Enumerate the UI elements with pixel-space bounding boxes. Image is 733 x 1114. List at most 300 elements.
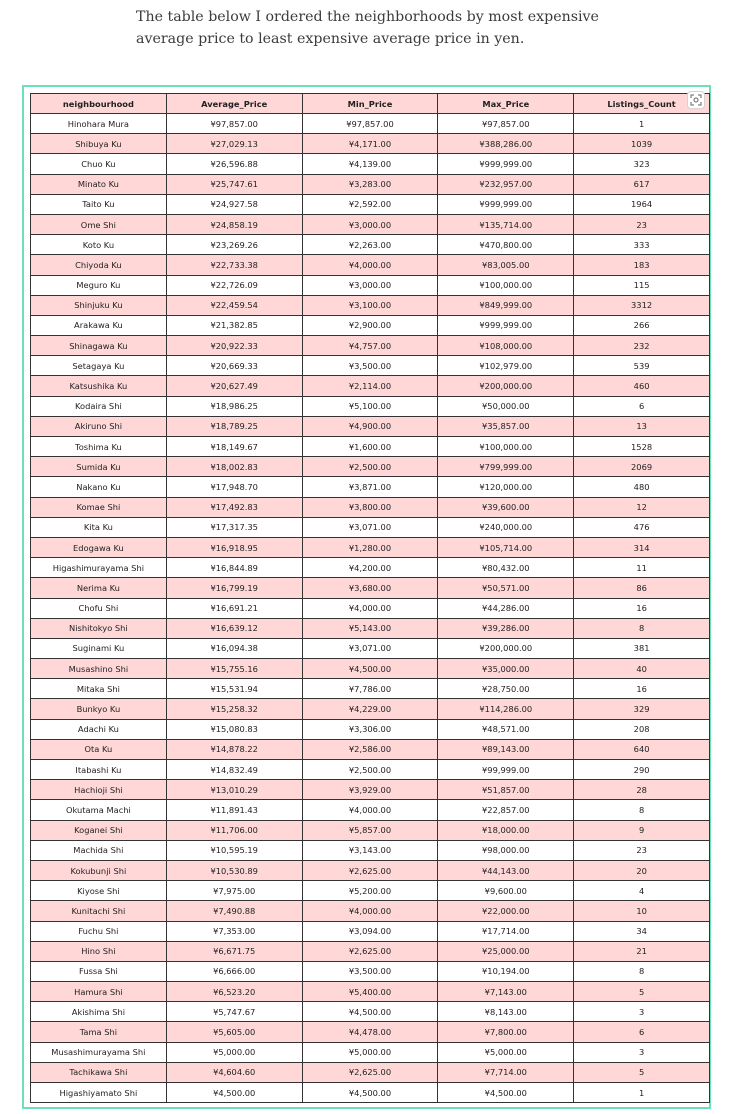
cell-max-price: ¥18,000.00 <box>438 820 574 840</box>
cell-neighbourhood: Ome Shi <box>31 214 167 234</box>
intro-paragraph: The table below I ordered the neighborhoods by most expensive average price to least expensive average price in yen. <box>136 9 599 47</box>
cell-max-price: ¥102,979.00 <box>438 356 574 376</box>
cell-listings-count: 20 <box>574 860 710 880</box>
cell-neighbourhood: Edogawa Ku <box>31 537 167 557</box>
cell-min-price: ¥5,100.00 <box>302 396 438 416</box>
cell-average-price: ¥16,799.19 <box>166 578 302 598</box>
table-row <box>31 1022 710 1042</box>
cell-neighbourhood: Mitaka Shi <box>31 679 167 699</box>
cell-neighbourhood: Fuchu Shi <box>31 921 167 941</box>
cell-listings-count: 4 <box>574 881 710 901</box>
cell-max-price: ¥100,000.00 <box>438 275 574 295</box>
cell-average-price: ¥10,530.89 <box>166 860 302 880</box>
cell-listings-count: 2069 <box>574 457 710 477</box>
cell-neighbourhood: Hachioji Shi <box>31 780 167 800</box>
cell-neighbourhood: Chuo Ku <box>31 154 167 174</box>
cell-average-price: ¥4,500.00 <box>166 1083 302 1103</box>
table-row <box>31 941 710 961</box>
cell-neighbourhood: Shinjuku Ku <box>31 295 167 315</box>
cell-average-price: ¥16,639.12 <box>166 618 302 638</box>
cell-neighbourhood: Kunitachi Shi <box>31 901 167 921</box>
cell-neighbourhood: Minato Ku <box>31 174 167 194</box>
cell-average-price: ¥11,706.00 <box>166 820 302 840</box>
table-row <box>31 618 710 638</box>
cell-listings-count: 266 <box>574 315 710 335</box>
table-row <box>31 336 710 356</box>
cell-average-price: ¥17,948.70 <box>166 477 302 497</box>
cell-max-price: ¥35,000.00 <box>438 659 574 679</box>
cell-listings-count: 329 <box>574 699 710 719</box>
cell-listings-count: 3312 <box>574 295 710 315</box>
cell-listings-count: 3 <box>574 1002 710 1022</box>
cell-min-price: ¥3,871.00 <box>302 477 438 497</box>
cell-min-price: ¥97,857.00 <box>302 114 438 134</box>
cell-listings-count: 232 <box>574 336 710 356</box>
table-row <box>31 558 710 578</box>
cell-average-price: ¥11,891.43 <box>166 800 302 820</box>
cell-average-price: ¥5,747.67 <box>166 1002 302 1022</box>
cell-max-price: ¥232,957.00 <box>438 174 574 194</box>
cell-listings-count: 476 <box>574 517 710 537</box>
cell-listings-count: 1964 <box>574 194 710 214</box>
cell-average-price: ¥6,523.20 <box>166 982 302 1002</box>
cell-min-price: ¥4,500.00 <box>302 1002 438 1022</box>
cell-min-price: ¥1,280.00 <box>302 537 438 557</box>
cell-neighbourhood: Okutama Machi <box>31 800 167 820</box>
cell-neighbourhood: Setagaya Ku <box>31 356 167 376</box>
cell-listings-count: 617 <box>574 174 710 194</box>
cell-listings-count: 314 <box>574 537 710 557</box>
table-row <box>31 982 710 1002</box>
cell-min-price: ¥4,500.00 <box>302 659 438 679</box>
cell-average-price: ¥7,975.00 <box>166 881 302 901</box>
table-row <box>31 255 710 275</box>
cell-min-price: ¥4,200.00 <box>302 558 438 578</box>
table-row <box>31 437 710 457</box>
cell-average-price: ¥23,269.26 <box>166 235 302 255</box>
cell-neighbourhood: Hino Shi <box>31 941 167 961</box>
cell-neighbourhood: Itabashi Ku <box>31 760 167 780</box>
cell-min-price: ¥3,094.00 <box>302 921 438 941</box>
table-row <box>31 800 710 820</box>
cell-average-price: ¥97,857.00 <box>166 114 302 134</box>
cell-neighbourhood: Nishitokyo Shi <box>31 618 167 638</box>
cell-average-price: ¥5,000.00 <box>166 1042 302 1062</box>
cell-min-price: ¥3,500.00 <box>302 356 438 376</box>
cell-listings-count: 8 <box>574 618 710 638</box>
cell-neighbourhood: Chiyoda Ku <box>31 255 167 275</box>
cell-max-price: ¥4,500.00 <box>438 1083 574 1103</box>
cell-neighbourhood: Akiruno Shi <box>31 416 167 436</box>
table-row <box>31 457 710 477</box>
cell-max-price: ¥10,194.00 <box>438 961 574 981</box>
column-header-neighbourhood: neighbourhood <box>31 94 167 114</box>
table-row <box>31 497 710 517</box>
cell-average-price: ¥21,382.85 <box>166 315 302 335</box>
cell-listings-count: 86 <box>574 578 710 598</box>
cell-listings-count: 6 <box>574 1022 710 1042</box>
cell-neighbourhood: Sumida Ku <box>31 457 167 477</box>
table-row <box>31 517 710 537</box>
cell-min-price: ¥3,306.00 <box>302 719 438 739</box>
cell-max-price: ¥50,000.00 <box>438 396 574 416</box>
column-header-average-price: Average_Price <box>166 94 302 114</box>
cell-neighbourhood: Musashimurayama Shi <box>31 1042 167 1062</box>
cell-max-price: ¥200,000.00 <box>438 638 574 658</box>
cell-neighbourhood: Akishima Shi <box>31 1002 167 1022</box>
cell-listings-count: 6 <box>574 396 710 416</box>
table-row <box>31 477 710 497</box>
cell-max-price: ¥7,714.00 <box>438 1062 574 1082</box>
cell-min-price: ¥4,500.00 <box>302 1083 438 1103</box>
cell-neighbourhood: Nerima Ku <box>31 578 167 598</box>
table-row <box>31 295 710 315</box>
cell-average-price: ¥18,789.25 <box>166 416 302 436</box>
table-row <box>31 275 710 295</box>
cell-max-price: ¥44,286.00 <box>438 598 574 618</box>
table-row <box>31 780 710 800</box>
table-row <box>31 376 710 396</box>
cell-min-price: ¥4,139.00 <box>302 154 438 174</box>
cell-neighbourhood: Meguro Ku <box>31 275 167 295</box>
cell-max-price: ¥48,571.00 <box>438 719 574 739</box>
cell-average-price: ¥15,755.16 <box>166 659 302 679</box>
cell-average-price: ¥20,922.33 <box>166 336 302 356</box>
cell-max-price: ¥105,714.00 <box>438 537 574 557</box>
cell-neighbourhood: Toshima Ku <box>31 437 167 457</box>
cell-average-price: ¥22,733.38 <box>166 255 302 275</box>
cell-max-price: ¥83,005.00 <box>438 255 574 275</box>
cell-average-price: ¥7,353.00 <box>166 921 302 941</box>
cell-min-price: ¥2,900.00 <box>302 315 438 335</box>
table-row <box>31 356 710 376</box>
table-row <box>31 1002 710 1022</box>
cell-max-price: ¥39,286.00 <box>438 618 574 638</box>
cell-neighbourhood: Kodaira Shi <box>31 396 167 416</box>
cell-listings-count: 460 <box>574 376 710 396</box>
table-row <box>31 235 710 255</box>
cell-listings-count: 8 <box>574 800 710 820</box>
cell-neighbourhood: Chofu Shi <box>31 598 167 618</box>
cell-neighbourhood: Arakawa Ku <box>31 315 167 335</box>
table-row <box>31 114 710 134</box>
table-row <box>31 659 710 679</box>
cell-average-price: ¥15,258.32 <box>166 699 302 719</box>
cell-max-price: ¥240,000.00 <box>438 517 574 537</box>
table-row <box>31 396 710 416</box>
cell-max-price: ¥44,143.00 <box>438 860 574 880</box>
cell-listings-count: 381 <box>574 638 710 658</box>
cell-average-price: ¥20,627.49 <box>166 376 302 396</box>
cell-neighbourhood: Musashino Shi <box>31 659 167 679</box>
cell-listings-count: 1 <box>574 114 710 134</box>
cell-neighbourhood: Shinagawa Ku <box>31 336 167 356</box>
cell-listings-count: 640 <box>574 739 710 759</box>
cell-min-price: ¥4,000.00 <box>302 901 438 921</box>
cell-listings-count: 40 <box>574 659 710 679</box>
table-row <box>31 1042 710 1062</box>
cell-listings-count: 1528 <box>574 437 710 457</box>
table-row <box>31 679 710 699</box>
cell-listings-count: 183 <box>574 255 710 275</box>
cell-listings-count: 115 <box>574 275 710 295</box>
cell-max-price: ¥39,600.00 <box>438 497 574 517</box>
cell-neighbourhood: Komae Shi <box>31 497 167 517</box>
cell-max-price: ¥50,571.00 <box>438 578 574 598</box>
cell-average-price: ¥16,844.89 <box>166 558 302 578</box>
cell-min-price: ¥2,625.00 <box>302 860 438 880</box>
cell-max-price: ¥114,286.00 <box>438 699 574 719</box>
table-row <box>31 1062 710 1082</box>
cell-average-price: ¥26,596.88 <box>166 154 302 174</box>
cell-max-price: ¥80,432.00 <box>438 558 574 578</box>
cell-average-price: ¥16,918.95 <box>166 537 302 557</box>
cell-listings-count: 323 <box>574 154 710 174</box>
cell-average-price: ¥18,986.25 <box>166 396 302 416</box>
cell-max-price: ¥7,143.00 <box>438 982 574 1002</box>
cell-average-price: ¥22,726.09 <box>166 275 302 295</box>
cell-average-price: ¥16,094.38 <box>166 638 302 658</box>
cell-min-price: ¥3,100.00 <box>302 295 438 315</box>
cell-average-price: ¥25,747.61 <box>166 174 302 194</box>
cell-average-price: ¥6,671.75 <box>166 941 302 961</box>
cell-max-price: ¥28,750.00 <box>438 679 574 699</box>
table-row <box>31 315 710 335</box>
cell-neighbourhood: Hamura Shi <box>31 982 167 1002</box>
cell-neighbourhood: Tachikawa Shi <box>31 1062 167 1082</box>
cell-average-price: ¥18,149.67 <box>166 437 302 457</box>
cell-average-price: ¥15,080.83 <box>166 719 302 739</box>
cell-listings-count: 480 <box>574 477 710 497</box>
cell-max-price: ¥849,999.00 <box>438 295 574 315</box>
cell-neighbourhood: Bunkyo Ku <box>31 699 167 719</box>
cell-min-price: ¥3,500.00 <box>302 961 438 981</box>
table-row <box>31 921 710 941</box>
cell-max-price: ¥9,600.00 <box>438 881 574 901</box>
cell-average-price: ¥5,605.00 <box>166 1022 302 1042</box>
cell-listings-count: 5 <box>574 982 710 1002</box>
table-row <box>31 719 710 739</box>
cell-min-price: ¥4,229.00 <box>302 699 438 719</box>
cell-max-price: ¥99,999.00 <box>438 760 574 780</box>
table-row <box>31 699 710 719</box>
cell-max-price: ¥999,999.00 <box>438 315 574 335</box>
table-row <box>31 881 710 901</box>
cell-max-price: ¥22,857.00 <box>438 800 574 820</box>
cell-max-price: ¥200,000.00 <box>438 376 574 396</box>
cell-min-price: ¥3,000.00 <box>302 275 438 295</box>
cell-average-price: ¥7,490.88 <box>166 901 302 921</box>
cell-neighbourhood: Kokubunji Shi <box>31 860 167 880</box>
cell-max-price: ¥135,714.00 <box>438 214 574 234</box>
table-row <box>31 820 710 840</box>
cell-listings-count: 16 <box>574 598 710 618</box>
cell-min-price: ¥5,400.00 <box>302 982 438 1002</box>
cell-min-price: ¥4,000.00 <box>302 800 438 820</box>
camera-capture-icon[interactable] <box>687 91 705 109</box>
cell-listings-count: 23 <box>574 840 710 860</box>
cell-min-price: ¥4,000.00 <box>302 255 438 275</box>
table-frame <box>22 85 711 1109</box>
table-row <box>31 961 710 981</box>
cell-max-price: ¥799,999.00 <box>438 457 574 477</box>
cell-min-price: ¥2,500.00 <box>302 457 438 477</box>
cell-neighbourhood: Higashiyamato Shi <box>31 1083 167 1103</box>
cell-neighbourhood: Koganei Shi <box>31 820 167 840</box>
cell-min-price: ¥3,680.00 <box>302 578 438 598</box>
cell-neighbourhood: Suginami Ku <box>31 638 167 658</box>
cell-listings-count: 21 <box>574 941 710 961</box>
cell-max-price: ¥100,000.00 <box>438 437 574 457</box>
cell-max-price: ¥5,000.00 <box>438 1042 574 1062</box>
cell-neighbourhood: Machida Shi <box>31 840 167 860</box>
cell-min-price: ¥4,757.00 <box>302 336 438 356</box>
cell-max-price: ¥120,000.00 <box>438 477 574 497</box>
cell-average-price: ¥24,858.19 <box>166 214 302 234</box>
cell-max-price: ¥51,857.00 <box>438 780 574 800</box>
table-row <box>31 598 710 618</box>
cell-min-price: ¥1,600.00 <box>302 437 438 457</box>
cell-neighbourhood: Koto Ku <box>31 235 167 255</box>
cell-max-price: ¥25,000.00 <box>438 941 574 961</box>
cell-average-price: ¥10,595.19 <box>166 840 302 860</box>
cell-max-price: ¥35,857.00 <box>438 416 574 436</box>
cell-max-price: ¥22,000.00 <box>438 901 574 921</box>
cell-min-price: ¥3,929.00 <box>302 780 438 800</box>
cell-average-price: ¥13,010.29 <box>166 780 302 800</box>
cell-average-price: ¥24,927.58 <box>166 194 302 214</box>
cell-neighbourhood: Higashimurayama Shi <box>31 558 167 578</box>
cell-average-price: ¥6,666.00 <box>166 961 302 981</box>
table-row <box>31 860 710 880</box>
cell-average-price: ¥17,317.35 <box>166 517 302 537</box>
cell-max-price: ¥108,000.00 <box>438 336 574 356</box>
cell-max-price: ¥999,999.00 <box>438 154 574 174</box>
cell-listings-count: 9 <box>574 820 710 840</box>
cell-listings-count: 208 <box>574 719 710 739</box>
cell-neighbourhood: Nakano Ku <box>31 477 167 497</box>
cell-listings-count: 290 <box>574 760 710 780</box>
cell-max-price: ¥7,800.00 <box>438 1022 574 1042</box>
column-header-listings-count: Listings_Count <box>574 94 710 114</box>
cell-min-price: ¥4,900.00 <box>302 416 438 436</box>
cell-listings-count: 8 <box>574 961 710 981</box>
cell-min-price: ¥3,071.00 <box>302 638 438 658</box>
cell-min-price: ¥2,500.00 <box>302 760 438 780</box>
column-header-max-price: Max_Price <box>438 94 574 114</box>
cell-max-price: ¥89,143.00 <box>438 739 574 759</box>
table-row <box>31 840 710 860</box>
cell-neighbourhood: Kiyose Shi <box>31 881 167 901</box>
cell-average-price: ¥14,878.22 <box>166 739 302 759</box>
table-row <box>31 1083 710 1103</box>
cell-neighbourhood: Katsushika Ku <box>31 376 167 396</box>
table-row <box>31 760 710 780</box>
cell-min-price: ¥3,071.00 <box>302 517 438 537</box>
cell-listings-count: 3 <box>574 1042 710 1062</box>
table-row <box>31 214 710 234</box>
table-row <box>31 194 710 214</box>
cell-min-price: ¥2,586.00 <box>302 739 438 759</box>
cell-min-price: ¥2,625.00 <box>302 1062 438 1082</box>
table-row <box>31 901 710 921</box>
table-row <box>31 174 710 194</box>
cell-min-price: ¥4,478.00 <box>302 1022 438 1042</box>
cell-min-price: ¥7,786.00 <box>302 679 438 699</box>
cell-min-price: ¥5,143.00 <box>302 618 438 638</box>
cell-neighbourhood: Fussa Shi <box>31 961 167 981</box>
cell-average-price: ¥18,002.83 <box>166 457 302 477</box>
cell-max-price: ¥98,000.00 <box>438 840 574 860</box>
cell-average-price: ¥14,832.49 <box>166 760 302 780</box>
cell-listings-count: 16 <box>574 679 710 699</box>
cell-max-price: ¥999,999.00 <box>438 194 574 214</box>
cell-listings-count: 1 <box>574 1083 710 1103</box>
cell-listings-count: 28 <box>574 780 710 800</box>
cell-average-price: ¥20,669.33 <box>166 356 302 376</box>
cell-neighbourhood: Taito Ku <box>31 194 167 214</box>
cell-max-price: ¥97,857.00 <box>438 114 574 134</box>
cell-listings-count: 12 <box>574 497 710 517</box>
cell-average-price: ¥22,459.54 <box>166 295 302 315</box>
cell-listings-count: 13 <box>574 416 710 436</box>
table-row <box>31 537 710 557</box>
cell-neighbourhood: Ota Ku <box>31 739 167 759</box>
table-row <box>31 638 710 658</box>
cell-neighbourhood: Adachi Ku <box>31 719 167 739</box>
cell-min-price: ¥3,143.00 <box>302 840 438 860</box>
cell-min-price: ¥2,114.00 <box>302 376 438 396</box>
cell-min-price: ¥2,625.00 <box>302 941 438 961</box>
cell-listings-count: 34 <box>574 921 710 941</box>
cell-max-price: ¥8,143.00 <box>438 1002 574 1022</box>
cell-listings-count: 1039 <box>574 134 710 154</box>
cell-neighbourhood: Hinohara Mura <box>31 114 167 134</box>
table-row <box>31 134 710 154</box>
cell-listings-count: 23 <box>574 214 710 234</box>
cell-max-price: ¥388,286.00 <box>438 134 574 154</box>
cell-min-price: ¥3,000.00 <box>302 214 438 234</box>
cell-neighbourhood: Shibuya Ku <box>31 134 167 154</box>
cell-neighbourhood: Tama Shi <box>31 1022 167 1042</box>
cell-average-price: ¥4,604.60 <box>166 1062 302 1082</box>
cell-min-price: ¥4,000.00 <box>302 598 438 618</box>
cell-min-price: ¥3,800.00 <box>302 497 438 517</box>
cell-listings-count: 333 <box>574 235 710 255</box>
table-body <box>31 114 710 1103</box>
cell-neighbourhood: Kita Ku <box>31 517 167 537</box>
cell-min-price: ¥2,592.00 <box>302 194 438 214</box>
cell-listings-count: 10 <box>574 901 710 921</box>
cell-min-price: ¥4,171.00 <box>302 134 438 154</box>
cell-max-price: ¥17,714.00 <box>438 921 574 941</box>
cell-min-price: ¥3,283.00 <box>302 174 438 194</box>
cell-average-price: ¥17,492.83 <box>166 497 302 517</box>
cell-min-price: ¥5,200.00 <box>302 881 438 901</box>
table-row <box>31 578 710 598</box>
column-header-min-price: Min_Price <box>302 94 438 114</box>
table-row <box>31 154 710 174</box>
cell-min-price: ¥2,263.00 <box>302 235 438 255</box>
cell-listings-count: 5 <box>574 1062 710 1082</box>
cell-min-price: ¥5,857.00 <box>302 820 438 840</box>
cell-listings-count: 11 <box>574 558 710 578</box>
table-row <box>31 739 710 759</box>
cell-average-price: ¥16,691.21 <box>166 598 302 618</box>
cell-listings-count: 539 <box>574 356 710 376</box>
table-header-row <box>31 94 710 114</box>
cell-average-price: ¥27,029.13 <box>166 134 302 154</box>
